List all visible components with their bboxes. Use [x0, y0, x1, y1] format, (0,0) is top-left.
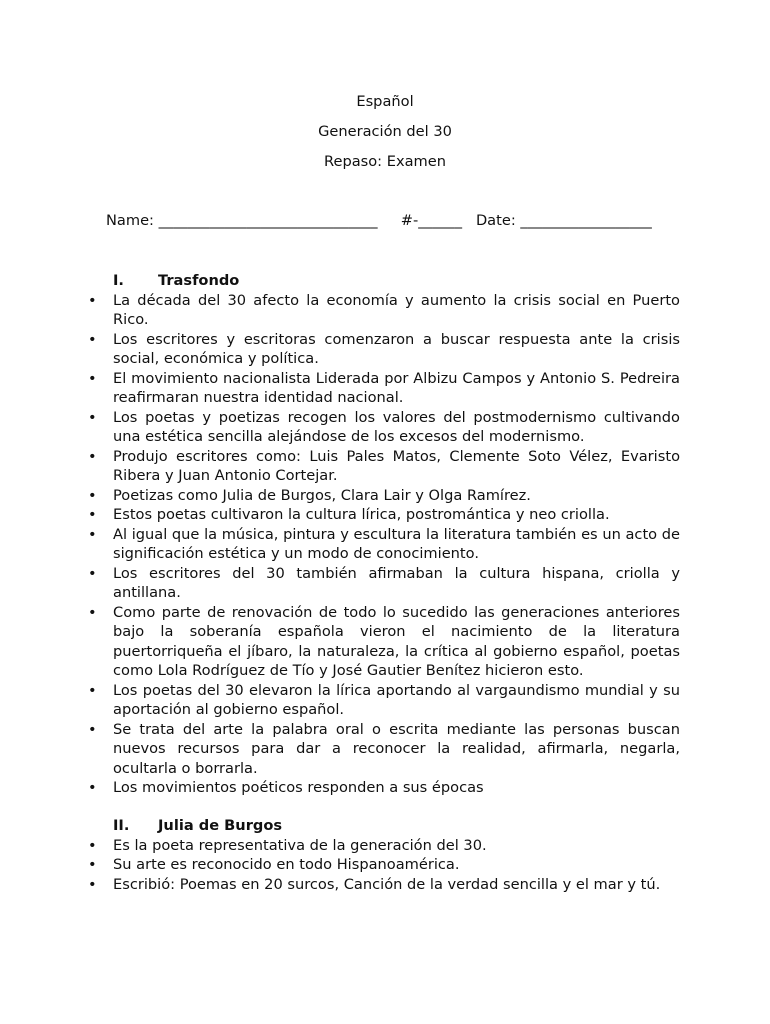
topic-title: Generación del 30	[318, 123, 452, 140]
list-item: • Escribió: Poemas en 20 surcos, Canción de la verdad sencilla y el mar y tú.	[88, 875, 680, 895]
section-numeral: II.	[113, 817, 130, 834]
list-item: • Se trata del arte la palabra oral o escrita mediante las personas buscan nuevos recursos para dar a reconocer la realidad, afirmarla, negarla, ocultarla o borrarla.	[88, 720, 680, 779]
name-label: Name:	[106, 212, 154, 229]
date-label: Date:	[475, 212, 516, 229]
list-item: • Los movimientos poéticos responden a sus épocas	[88, 778, 680, 798]
section-trasfondo	[88, 271, 680, 798]
list-item: • Estos poetas cultivaron la cultura lírica, postromántica y neo criolla.	[88, 505, 680, 525]
list-item: • Poetizas como Julia de Burgos, Clara Lair y Olga Ramírez.	[88, 486, 680, 506]
section-title: Trasfondo	[158, 272, 240, 289]
bullet-list	[88, 291, 680, 798]
list-item: • Los poetas y poetizas recogen los valores del postmodernismo cultivando una estética sencilla alejándose de los excesos del modernismo.	[88, 408, 680, 447]
list-item: • El movimiento nacionalista Liderada por Albizu Campos y Antonio S. Pedreira reafirmaran nuestra identidad nacional.	[88, 369, 680, 408]
list-item: • Produjo escritores como: Luis Pales Matos, Clemente Soto Vélez, Evaristo Ribera y Juan Antonio Cortejar.	[88, 447, 680, 486]
date-blank: __________________	[520, 212, 652, 229]
student-info-line	[106, 212, 652, 230]
exam-title: Repaso: Examen	[323, 153, 446, 170]
name-blank: ______________________________	[158, 212, 378, 229]
number-label: #-	[400, 212, 419, 229]
section-heading	[88, 816, 680, 836]
list-item: • Al igual que la música, pintura y escultura la literatura también es un acto de significación estética y un modo de conocimiento.	[88, 525, 680, 564]
section-title: Julia de Burgos	[158, 817, 283, 834]
list-item: • Los poetas del 30 elevaron la lírica aportando al vargaundismo mundial y su aportación al gobierno español.	[88, 681, 680, 720]
list-item: • Los escritores y escritoras comenzaron a buscar respuesta ante la crisis social, económica y política.	[88, 330, 680, 369]
list-item: • Es la poeta representativa de la generación del 30.	[88, 836, 680, 856]
list-item: • Los escritores del 30 también afirmaban la cultura hispana, criolla y antillana.	[88, 564, 680, 603]
list-item: • Como parte de renovación de todo lo sucedido las generaciones anteriores bajo la soberanía española vieron el nacimiento de la literatura puertorriqueña el jíbaro, la naturaleza, la crítica al gobierno español, poetas como Lola Rodríguez de Tío y José Gautier Benítez hicieron esto.	[88, 603, 680, 681]
section-numeral: I.	[113, 272, 124, 289]
section-heading	[88, 271, 680, 291]
list-item: • Su arte es reconocido en todo Hispanoamérica.	[88, 855, 680, 875]
list-item: • La década del 30 afecto la economía y aumento la crisis social en Puerto Rico.	[88, 291, 680, 330]
subject-title: Español	[356, 93, 414, 110]
section-julia-de-burgos	[88, 816, 680, 894]
bullet-list	[88, 836, 680, 895]
number-blank: ______	[418, 212, 463, 229]
